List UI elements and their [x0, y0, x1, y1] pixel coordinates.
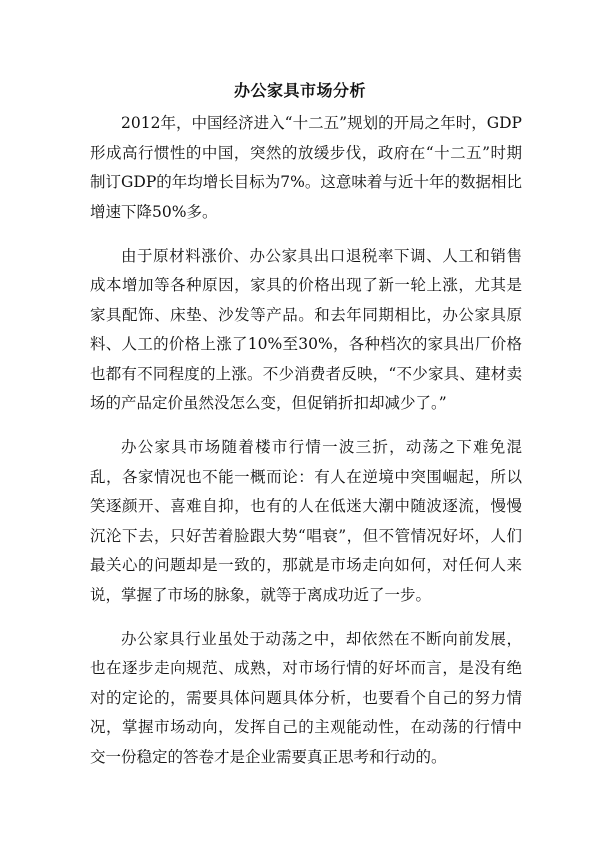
- paragraph-4: 办公家具行业虽处于动荡之中，却依然在不断向前发展，也在逐步走向规范、成熟，对市场行情的好坏而言，是没有绝对的定论的，需要具体问题具体分析，也要看个自己的努力情况，掌握市场动向，发挥自己的主观能动性，在动荡的行情中交一份稳定的答卷才是企业需要真正思考和行动的。: [90, 629, 522, 766]
- document-body: [90, 109, 522, 787]
- document-title: 办公家具市场分析: [233, 81, 366, 100]
- paragraph-1: 2012年，中国经济进入“十二五”规划的开局之年时，GDP形成高行惯性的中国，突然的放缓步伐，政府在“十二五”时期制订GDP的年均增长目标为7%。这意味着与近十年的数据相比增速下降50%多。: [90, 114, 522, 221]
- paragraph-3: 办公家具市场随着楼市行情一波三折，动荡之下难免混乱，各家情况也不能一概而论：有人在逆境中突围崛起，所以笑逐颜开、喜难自抑，也有的人在低迷大潮中随波逐流，慢慢沉沦下去，只好苦着脸跟大势“唱衰”，但不管情况好坏，人们最关心的问题却是一致的，那就是市场走向如何，对任何人来说，掌握了市场的脉象，就等于离成功近了一步。: [90, 438, 522, 604]
- paragraph-2: 由于原材料涨价、办公家具出口退税率下调、人工和销售成本增加等各种原因，家具的价格出现了新一轮上涨，尤其是家具配饰、床垫、沙发等产品。和去年同期相比，办公家具原料、人工的价格上涨了10%至30%，各种档次的家具出厂价格也都有不同程度的上涨。不少消费者反映，“不少家具、建材卖场的产品定价虽然没怎么变，但促销折扣却减少了。”: [90, 246, 522, 412]
